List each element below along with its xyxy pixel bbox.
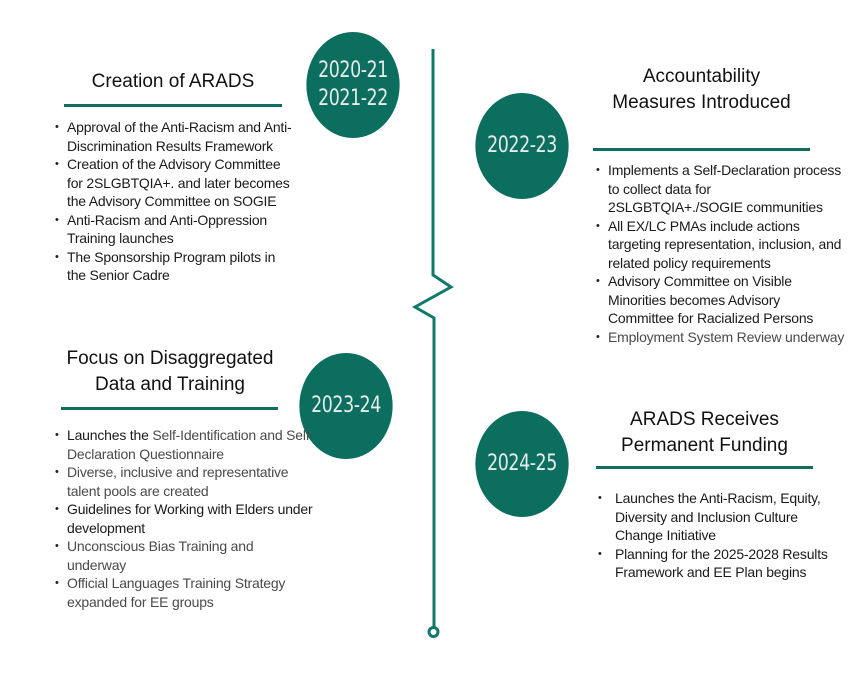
list-item: • Implements a Self-Declaration process to collect data for 2SLGBTQIA+./SOGIE communities — [596, 161, 846, 217]
section-divider — [596, 466, 813, 469]
list-item: • Official Languages Training Strategy expanded for EE groups — [55, 574, 315, 611]
list-item: • Diverse, inclusive and representative talent pools are created — [55, 463, 315, 500]
year-badge-2024-25 — [475, 411, 568, 517]
list-item: • Launches the Self-Identification and Self-Declaration Questionnaire — [55, 426, 315, 463]
list-item: • Creation of the Advisory Committee for 2SLGBTQIA+. and later becomes the Advisory Committee on SOGIE — [55, 155, 295, 211]
section-title-creation-of-arads: Creation of ARADS — [91, 71, 255, 92]
section-title-permanent-funding: ARADS Receives Permanent Funding — [621, 409, 788, 456]
year-label: 2023-24 — [311, 393, 381, 418]
bullet-list-2023-24 — [55, 426, 315, 611]
list-item: • Planning for the 2025-2028 Results Framework and EE Plan begins — [598, 545, 838, 582]
section-title-accountability-measures: Accountability Measures Introduced — [612, 66, 791, 113]
section-title-disaggregated-data: Focus on Disaggregated Data and Training — [66, 348, 274, 395]
year-badge-2022-23 — [475, 93, 568, 199]
list-item: • Launches the Anti-Racism, Equity, Diversity and Inclusion Culture Change Initiative — [598, 489, 838, 545]
year-label: 2020-21 — [318, 58, 388, 83]
list-item: • Unconscious Bias Training and underway — [55, 537, 315, 574]
list-item: • Advisory Committee on Visible Minorities becomes Advisory Committee for Racialized Persons — [596, 272, 846, 328]
timeline-line — [415, 49, 451, 627]
year-label: 2021-22 — [318, 86, 388, 111]
bullet-list-2022-23 — [596, 161, 846, 346]
list-item: • The Sponsorship Program pilots in the Senior Cadre — [55, 248, 295, 285]
section-divider — [64, 104, 282, 107]
bullet-list-2024-25 — [598, 489, 838, 582]
year-badge-2020-22 — [306, 32, 399, 138]
timeline-end-node-icon — [429, 628, 438, 637]
list-item: • Employment System Review underway — [596, 328, 846, 347]
list-item: • All EX/LC PMAs include actions targeting representation, inclusion, and related policy requirements — [596, 217, 846, 273]
year-label: 2024-25 — [487, 451, 557, 476]
list-item: • Approval of the Anti-Racism and Anti-Discrimination Results Framework — [55, 118, 295, 155]
list-item: • Guidelines for Working with Elders under development — [55, 500, 315, 537]
list-item: • Anti-Racism and Anti-Oppression Training launches — [55, 211, 295, 248]
section-divider — [593, 148, 810, 151]
year-label: 2022-23 — [487, 133, 557, 158]
section-divider — [61, 407, 278, 410]
bullet-list-2020-22 — [55, 118, 295, 285]
